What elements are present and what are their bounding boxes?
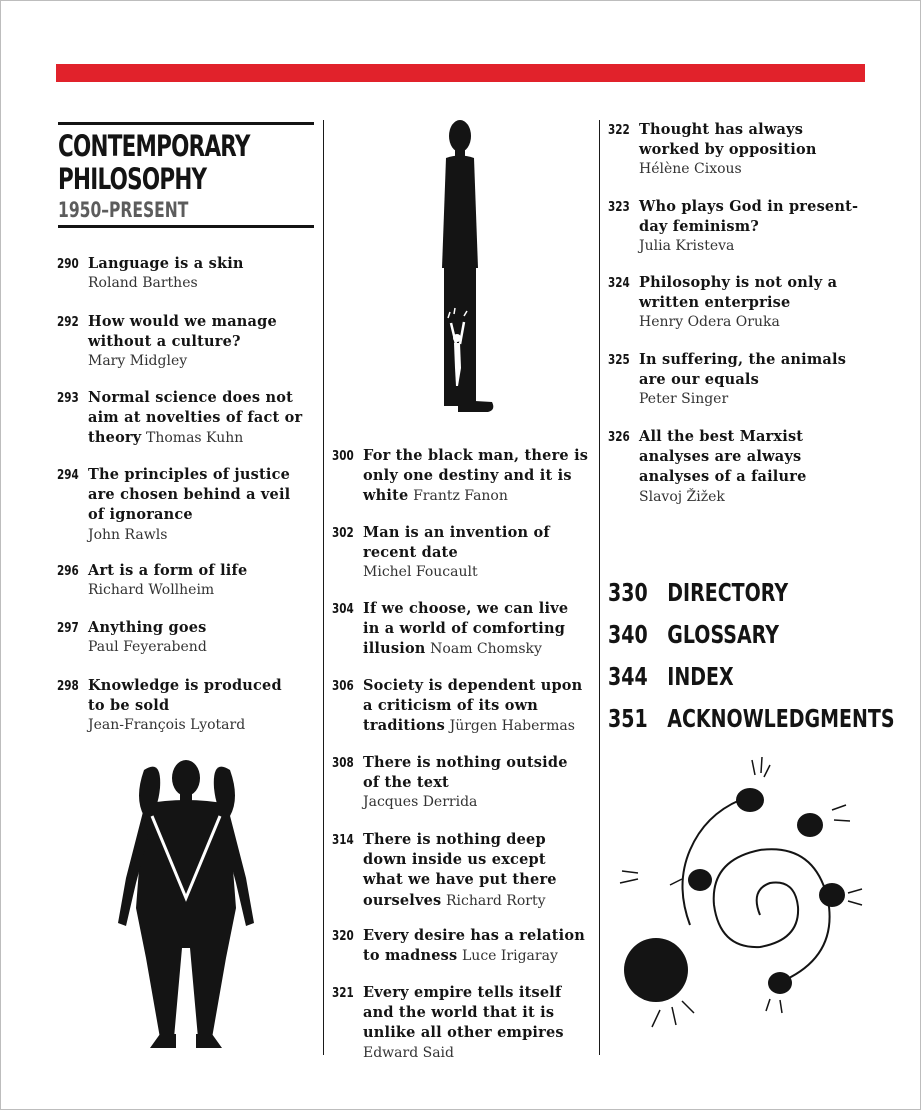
page-number: 323 (608, 200, 630, 215)
page-number: 306 (332, 679, 354, 694)
man-with-two-feather-pens-icon (104, 758, 274, 1058)
page-number: 325 (608, 353, 630, 368)
toc-entry[interactable] (57, 465, 310, 545)
red-header-bar (56, 64, 865, 82)
entry-title: Every empire tells itself and the world that it is unlike all other empires (363, 984, 564, 1042)
entry-author: Michel Foucault (363, 564, 478, 581)
section-title-line-1: CONTEMPORARY (58, 129, 250, 163)
heading-bottom-rule (58, 225, 314, 228)
page-number: 326 (608, 430, 630, 445)
standing-man-with-small-figure-icon (420, 118, 500, 418)
entry-author: John Rawls (88, 526, 168, 543)
page-number: 314 (332, 833, 354, 848)
entry-title: Man is an invention of recent date (363, 524, 550, 562)
back-matter-label: ACKNOWLEDGMENTS (667, 704, 895, 733)
back-matter-page: 340 (608, 620, 648, 649)
toc-entry[interactable] (57, 254, 303, 293)
entry-title: For the black man, there is only one destiny and it is white (363, 447, 589, 505)
toc-entry[interactable] (332, 830, 583, 911)
entry-title: Knowledge is produced to be sold (88, 677, 282, 715)
entry-title: Art is a form of life (88, 562, 248, 579)
entry-author: Noam Chomsky (430, 641, 542, 658)
entry-author: Thomas Kuhn (146, 430, 244, 447)
entry-author: Henry Odera Oruka (639, 314, 780, 331)
page-number: 293 (57, 391, 79, 406)
back-matter-page: 351 (608, 704, 648, 733)
entry-title: Normal science does not aim at novelties of fact or theory (88, 389, 303, 447)
entry-title: How would we manage without a culture? (88, 313, 277, 351)
entry-author: Julia Kristeva (639, 238, 735, 255)
entry-author: Richard Rorty (445, 892, 546, 909)
entry-title: Thought has always worked by opposition (639, 121, 817, 159)
entry-title: All the best Marxist analyses are always analyses of a failure (639, 428, 807, 486)
entry-title: Every desire has a relation to madness (363, 927, 585, 965)
back-matter-acknowledgments[interactable] (608, 705, 895, 733)
entry-author: Jacques Derrida (363, 794, 478, 811)
toc-entry[interactable] (332, 926, 593, 966)
entry-title: Who plays God in present-day feminism? (639, 198, 859, 236)
toc-entry[interactable] (608, 120, 854, 180)
page-number: 294 (57, 468, 79, 483)
toc-entry[interactable] (332, 446, 589, 507)
entry-author: Peter Singer (639, 391, 729, 408)
page-number: 308 (332, 756, 354, 771)
page-number: 320 (332, 929, 354, 944)
toc-entry[interactable] (332, 753, 585, 813)
toc-entry[interactable] (57, 312, 303, 372)
page-number: 292 (57, 315, 79, 330)
heading-top-rule (58, 122, 314, 125)
section-title (58, 130, 250, 196)
entry-author: Hélène Cixous (639, 161, 742, 178)
toc-entry[interactable] (332, 676, 593, 737)
back-matter-label: INDEX (667, 662, 734, 691)
toc-entry[interactable] (57, 618, 303, 657)
section-title-line-2: PHILOSOPHY (58, 162, 207, 196)
entry-title: In suffering, the animals are our equals (639, 351, 847, 389)
back-matter-glossary[interactable] (608, 621, 779, 649)
toc-entry[interactable] (332, 523, 578, 583)
toc-entry[interactable] (332, 983, 585, 1063)
entry-title: Philosophy is not only a written enterprise (639, 274, 838, 312)
column-divider-left (323, 120, 324, 1055)
entry-author: Slavoj Žižek (639, 488, 725, 505)
page-number: 302 (332, 526, 354, 541)
entry-author: Jean-François Lyotard (88, 717, 246, 734)
entry-author: Jürgen Habermas (449, 718, 575, 735)
section-subtitle: 1950–PRESENT (58, 198, 189, 222)
toc-entry[interactable] (608, 350, 861, 410)
back-matter-page: 330 (608, 578, 648, 607)
back-matter-directory[interactable] (608, 579, 788, 607)
page-number: 324 (608, 276, 630, 291)
toc-entry[interactable] (608, 197, 867, 257)
back-matter-index[interactable] (608, 663, 734, 691)
toc-entry[interactable] (608, 427, 844, 507)
page-number: 297 (57, 621, 79, 636)
entry-title: Language is a skin (88, 255, 244, 272)
entry-title: Anything goes (88, 619, 207, 636)
spiral-of-shouting-heads-icon (610, 755, 865, 1045)
page-number: 321 (332, 986, 354, 1001)
toc-entry[interactable] (608, 273, 854, 333)
page-number: 296 (57, 564, 79, 579)
back-matter-label: GLOSSARY (667, 620, 780, 649)
entry-author: Edward Said (363, 1044, 454, 1061)
toc-entry[interactable] (57, 676, 303, 736)
entry-author: Mary Midgley (88, 353, 188, 370)
back-matter-page: 344 (608, 662, 648, 691)
entry-title: The principles of justice are chosen behind a veil of ignorance (88, 466, 291, 524)
page-number: 298 (57, 679, 79, 694)
page-number: 304 (332, 602, 354, 617)
entry-title: If we choose, we can live in a world of comforting illusion (363, 600, 569, 658)
entry-author: Frantz Fanon (413, 488, 508, 505)
toc-entry[interactable] (57, 388, 310, 449)
toc-entry[interactable] (332, 599, 589, 660)
entry-author: Roland Barthes (88, 275, 198, 292)
entry-author: Luce Irigaray (462, 948, 558, 965)
page-number: 322 (608, 123, 630, 138)
entry-title: There is nothing outside of the text (363, 754, 568, 792)
entry-author: Richard Wollheim (88, 582, 215, 599)
entry-author: Paul Feyerabend (88, 639, 207, 656)
toc-entry[interactable] (57, 561, 303, 600)
page-number: 300 (332, 449, 354, 464)
page-number: 290 (57, 257, 79, 272)
entry-title: There is nothing deep down inside us except what we have put there ourselves (363, 831, 557, 909)
entry-title: Society is dependent upon a criticism of its own traditions (363, 677, 583, 735)
column-divider-right (599, 120, 600, 1055)
back-matter-label: DIRECTORY (667, 578, 789, 607)
